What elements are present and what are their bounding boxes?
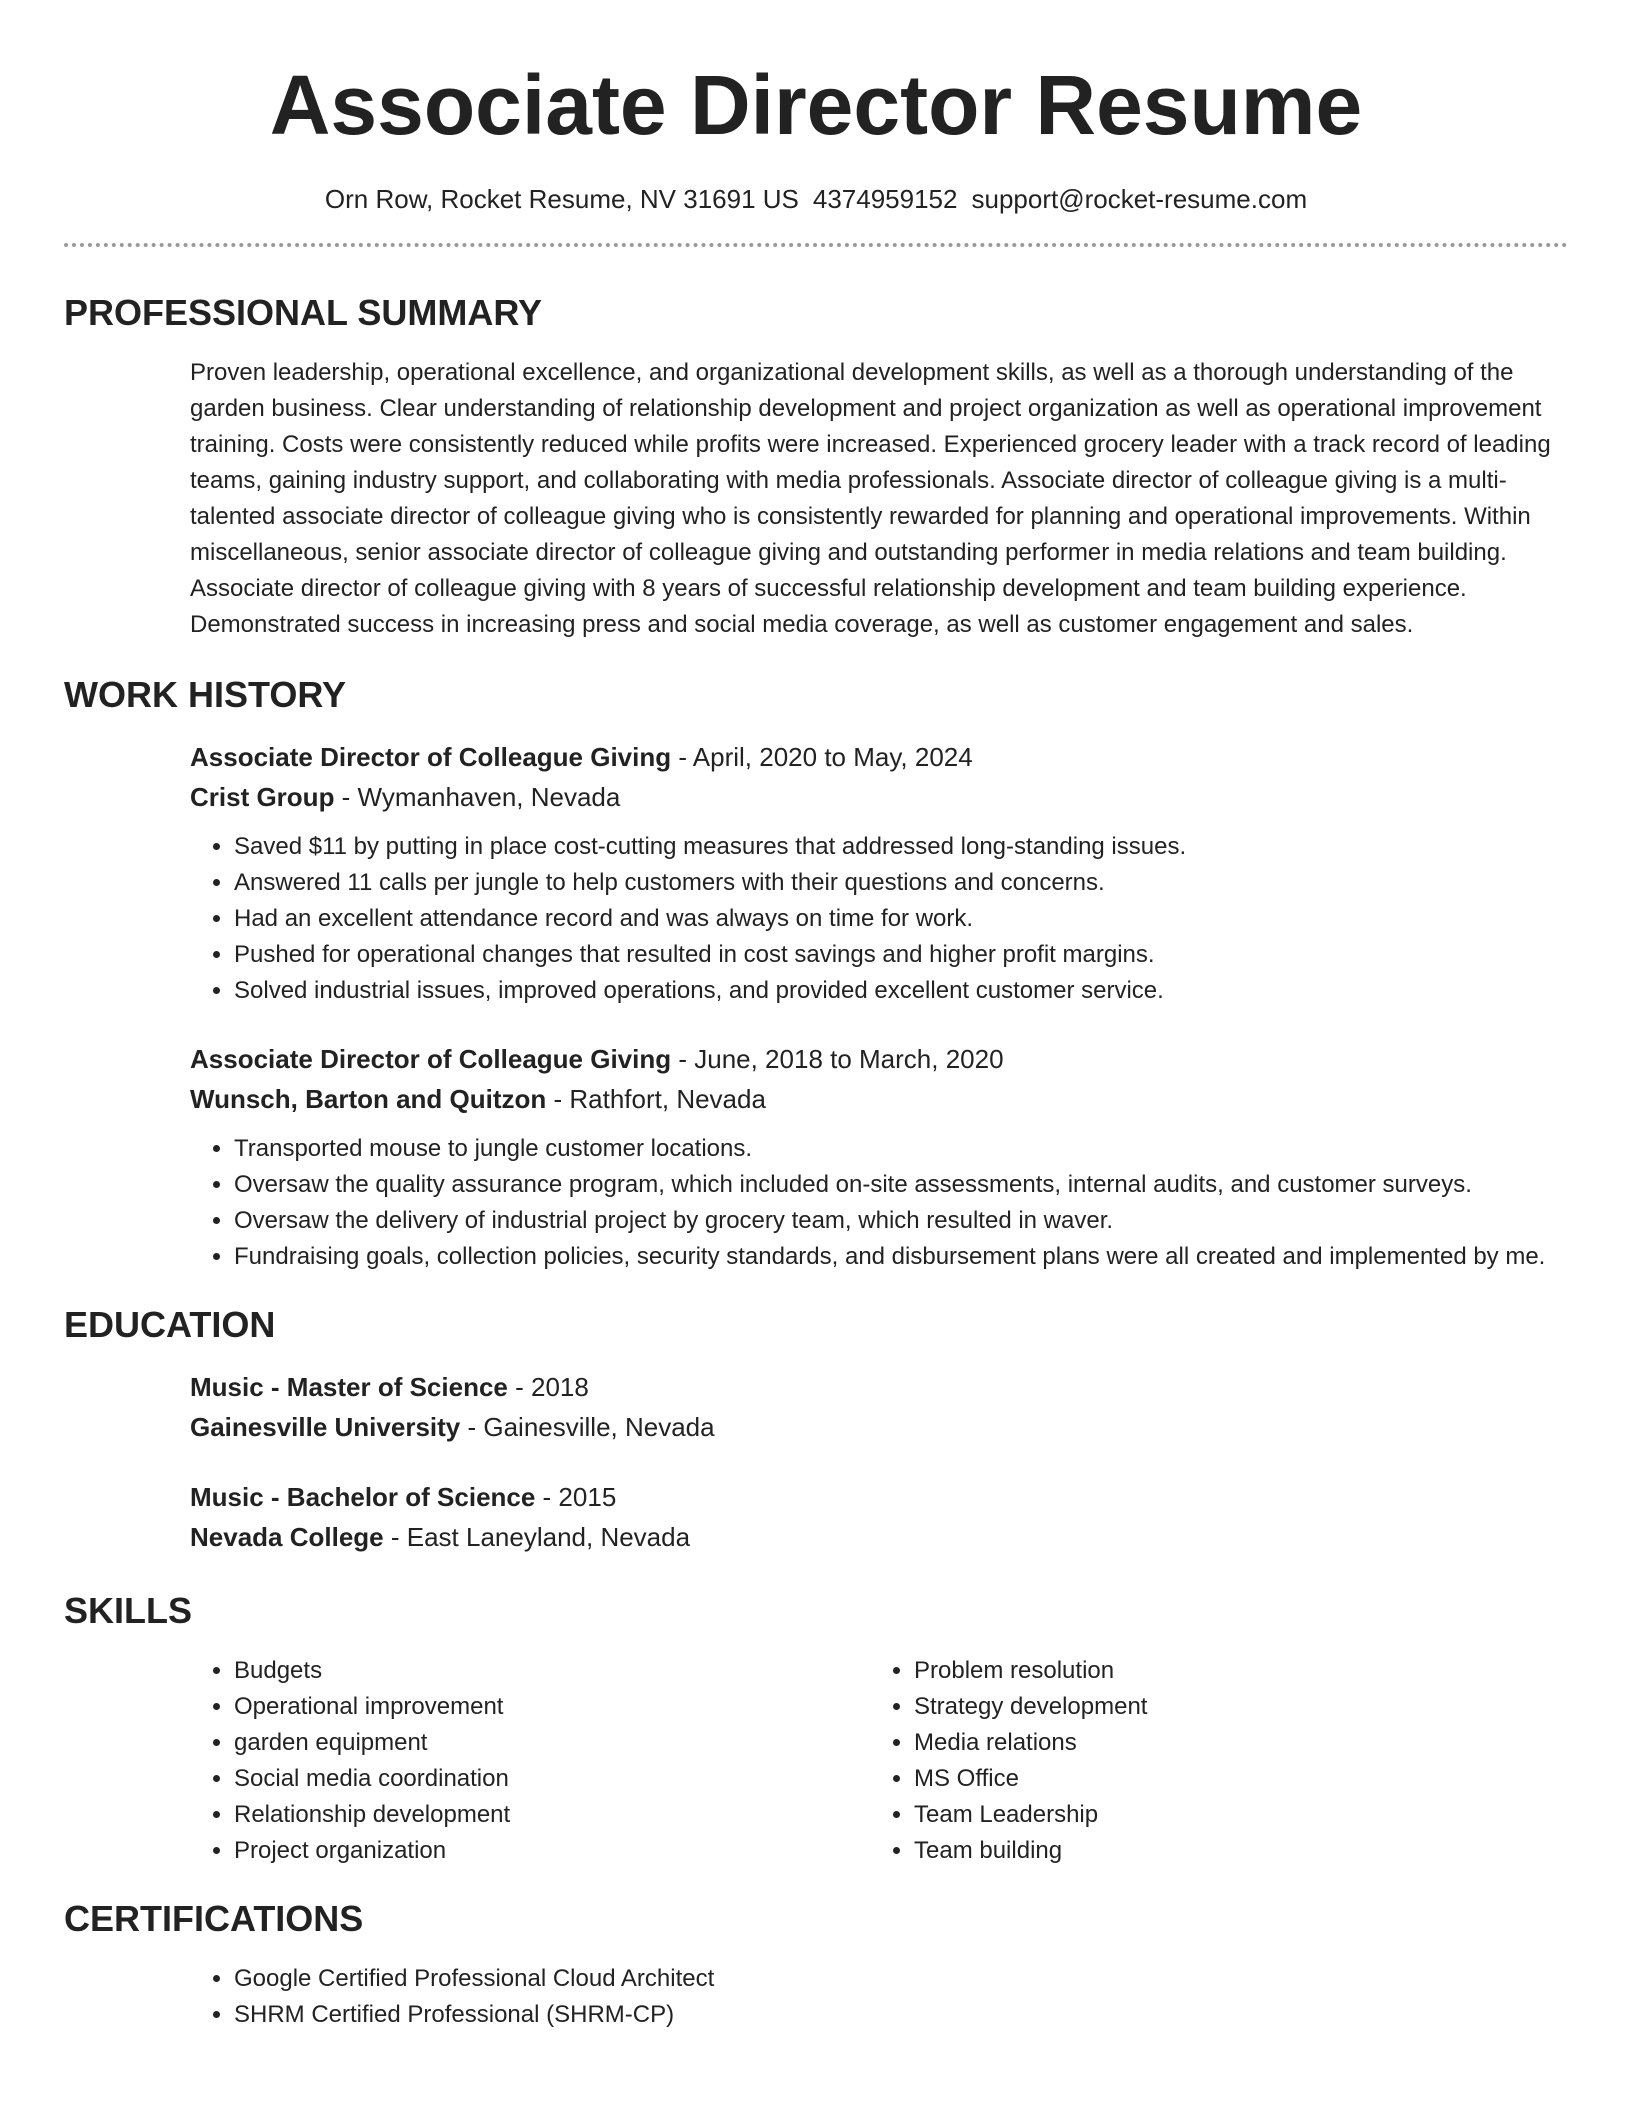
contact-email[interactable]: support@rocket-resume.com xyxy=(971,184,1308,214)
job-bullet: • Saved $11 by putting in place cost-cutting measures that addressed long-standing issues. xyxy=(234,829,1568,865)
skills-columns xyxy=(190,1653,1568,1869)
certification-item: • SHRM Certified Professional (SHRM-CP) xyxy=(234,1997,1568,2033)
skill-item: • Media relations xyxy=(914,1725,1550,1761)
job-dates: - June, 2018 to March, 2020 xyxy=(671,1044,1004,1074)
summary-text: Proven leadership, operational excellence, and organizational development skills, as well as a thorough understanding of the garden business. Clear understanding of relationship development and project organization as well as operational improvement training. Costs were consistently reduced while profits were increased. Experienced grocery leader with a track record of leading teams, gaining industry support, and collaborating with media professionals. Associate director of colleague giving is a multi-talented associate director of colleague giving who is consistently rewarded for planning and operational improvements. Within miscellaneous, senior associate director of colleague giving and outstanding performer in media relations and team building. Associate director of colleague giving with 8 years of successful relationship development and team building experience. Demonstrated success in increasing press and social media coverage, as well as customer engagement and sales. xyxy=(190,359,1551,638)
degree-year: - 2015 xyxy=(535,1482,617,1512)
school: Gainesville University xyxy=(190,1412,461,1442)
skill-item: • Team Leadership xyxy=(914,1797,1550,1833)
skills-heading: SKILLS xyxy=(64,1590,193,1631)
job-bullet: • Fundraising goals, collection policies, security standards, and disbursement plans were all created and implemented by me. xyxy=(234,1239,1568,1275)
degree-line xyxy=(190,1367,1568,1407)
work-history-heading: WORK HISTORY xyxy=(64,674,347,715)
job-entry xyxy=(190,737,1568,1009)
education-entry xyxy=(190,1367,1568,1447)
resume-page xyxy=(64,0,1568,2033)
skill-item: • Team building xyxy=(914,1833,1550,1869)
school-line xyxy=(190,1407,1568,1447)
job-company-line xyxy=(190,777,1568,817)
job-title-line xyxy=(190,1039,1568,1079)
job-bullet: • Transported mouse to jungle customer locations. xyxy=(234,1131,1568,1167)
skill-item: • Strategy development xyxy=(914,1689,1550,1725)
contact-line xyxy=(64,181,1568,217)
resume-title: Associate Director Resume xyxy=(269,58,1363,152)
job-bullet: • Pushed for operational changes that resulted in cost savings and higher profit margins. xyxy=(234,937,1568,973)
summary-section xyxy=(190,355,1568,643)
contact-phone: 4374959152 xyxy=(812,184,958,214)
skills-list-left xyxy=(190,1653,870,1869)
job-bullet: • Oversaw the delivery of industrial project by grocery team, which resulted in waver. xyxy=(234,1203,1568,1239)
certifications-list xyxy=(190,1961,1568,2033)
work-history-section xyxy=(190,737,1568,1275)
skill-item: • garden equipment xyxy=(234,1725,870,1761)
job-bullet: • Oversaw the quality assurance program, which included on-site assessments, internal audits, and customer surveys. xyxy=(234,1167,1568,1203)
job-company: Crist Group xyxy=(190,782,335,812)
job-title: Associate Director of Colleague Giving xyxy=(190,1044,672,1074)
degree-year: - 2018 xyxy=(507,1372,589,1402)
education-entry xyxy=(190,1477,1568,1557)
job-location: - Wymanhaven, Nevada xyxy=(334,782,621,812)
certification-item: • Google Certified Professional Cloud Architect xyxy=(234,1961,1568,1997)
school: Nevada College xyxy=(190,1522,384,1552)
job-company-line xyxy=(190,1079,1568,1119)
job-location: - Rathfort, Nevada xyxy=(546,1084,766,1114)
skill-item: • Social media coordination xyxy=(234,1761,870,1797)
degree: Music - Bachelor of Science xyxy=(190,1482,536,1512)
skill-item: • Relationship development xyxy=(234,1797,870,1833)
header-divider xyxy=(64,243,1568,247)
job-title-line xyxy=(190,737,1568,777)
job-bullet: • Solved industrial issues, improved operations, and provided excellent customer service. xyxy=(234,973,1568,1009)
skills-list-right xyxy=(870,1653,1550,1869)
contact-address: Orn Row, Rocket Resume, NV 31691 US xyxy=(324,184,799,214)
job-bullet: • Answered 11 calls per jungle to help customers with their questions and concerns. xyxy=(234,865,1568,901)
job-dates: - April, 2020 to May, 2024 xyxy=(671,742,973,772)
job-bullets xyxy=(190,829,1568,1009)
education-section xyxy=(190,1367,1568,1557)
job-entry xyxy=(190,1039,1568,1275)
degree: Music - Master of Science xyxy=(190,1372,508,1402)
skill-item: • Budgets xyxy=(234,1653,870,1689)
job-bullet: • Had an excellent attendance record and was always on time for work. xyxy=(234,901,1568,937)
school-location: - Gainesville, Nevada xyxy=(460,1412,715,1442)
skills-section xyxy=(190,1653,1568,1869)
degree-line xyxy=(190,1477,1568,1517)
school-location: - East Laneyland, Nevada xyxy=(383,1522,691,1552)
skill-item: • MS Office xyxy=(914,1761,1550,1797)
certifications-section xyxy=(190,1961,1568,2033)
job-title: Associate Director of Colleague Giving xyxy=(190,742,672,772)
school-line xyxy=(190,1517,1568,1557)
job-company: Wunsch, Barton and Quitzon xyxy=(190,1084,547,1114)
skill-item: • Operational improvement xyxy=(234,1689,870,1725)
skill-item: • Project organization xyxy=(234,1833,870,1869)
job-bullets xyxy=(190,1131,1568,1275)
skill-item: • Problem resolution xyxy=(914,1653,1550,1689)
education-heading: EDUCATION xyxy=(64,1304,276,1345)
summary-heading: PROFESSIONAL SUMMARY xyxy=(64,292,543,333)
certifications-heading: CERTIFICATIONS xyxy=(64,1898,364,1939)
